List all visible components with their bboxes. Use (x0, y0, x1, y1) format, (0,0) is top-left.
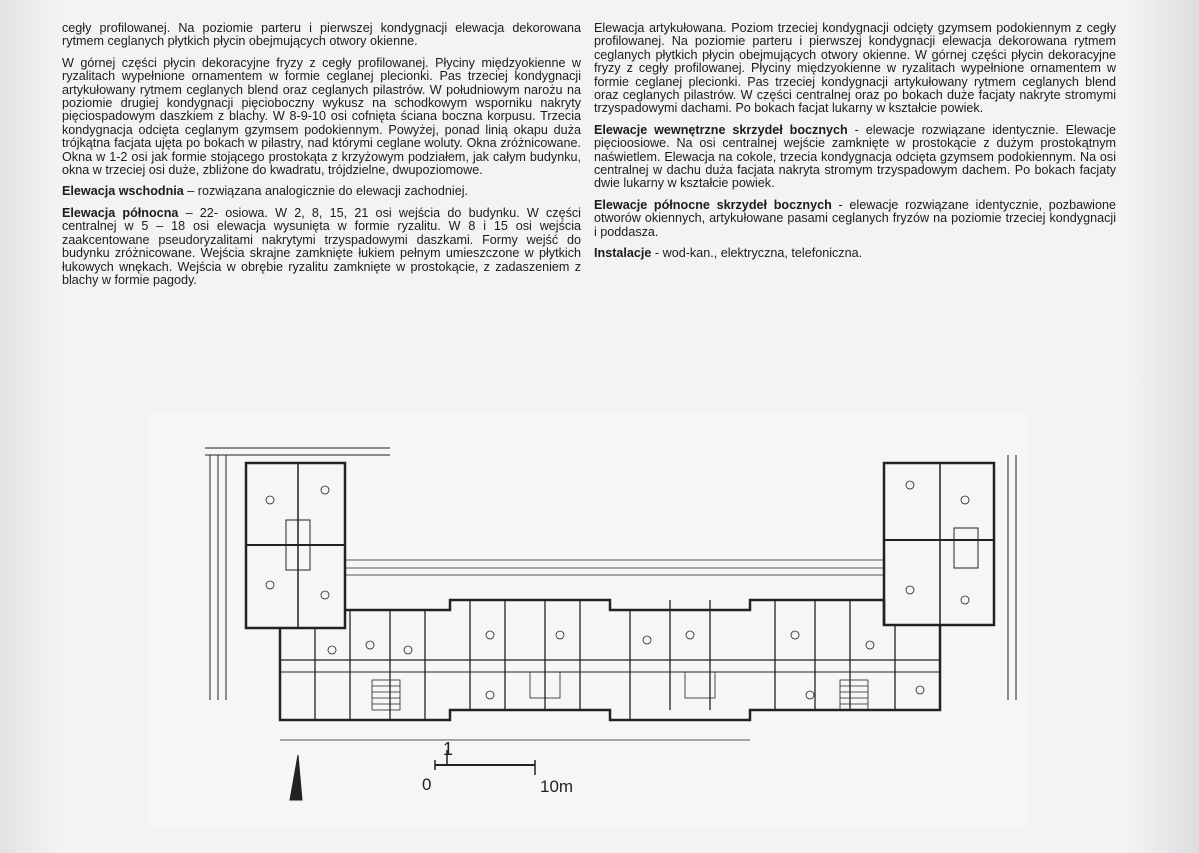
paragraph-east-elevation (62, 185, 581, 198)
floor-plan-drawing (150, 410, 1030, 830)
paragraph-north-wings (594, 199, 1116, 239)
section-body: - wod-kan., elektryczna, telefoniczna. (651, 246, 863, 261)
paragraph-inner-elevations (594, 124, 1116, 191)
scale-end-label: 10m (540, 777, 574, 796)
scale-start-label: 0 (422, 775, 432, 794)
section-heading: Instalacje (594, 246, 652, 261)
section-body: – rozwiązana analogicznie do elewacji zachodniej. (183, 184, 469, 199)
section-heading: Elewacje wewnętrzne skrzydeł bocznych (594, 122, 848, 137)
paragraph-north-elevation (62, 207, 581, 287)
section-heading: Elewacje północne skrzydeł bocznych (594, 197, 832, 212)
floor-plan-svg (150, 410, 1030, 830)
paragraph: W górnej części płycin dekoracyjne fryzy z cegły profilowanej. Płyciny międzyokienne w ryzalitach wypełnione ornamentem w formie ceglanej plecionki. Pas trzeciej kondygnacji artykułowany rytmem ceglanych blend oraz ceglanych pilastrów. W południowym narożu na poziomie drugiej kondygnacji pięcioboczny wykusz na schodkowym wsporniku nakryty pięciospadowym daszkiem z blachy. W 8-9-10 osi cofnięta ściana boczna korpusu. Trzecia kondygnacja odcięta ceglanym gzymsem podokiennym. Powyżej, ponad linią okapu duża trójkątna facjata ujęta po bokach w pilastry, nad którymi ceglane woluty. Okna zróżnicowane. Okna w 1-2 osi jak formie stojącego prostokąta z krzyżowym podziałem, jak całym budynku, okna w trzeciej osi duże, zbliżone do kwadratu, trójdzielne, dwupoziomowe. (62, 55, 581, 178)
paragraph: cegły profilowanej. Na poziomie parteru i pierwszej kondygnacji elewacja dekorowana rytmem ceglanych płytkich płycin obejmujących otwory okienne. (62, 21, 581, 49)
section-mark: 1 (443, 739, 454, 759)
section-heading: Elewacja północna (62, 205, 179, 220)
section-body: - elewacje rozwiązane identycznie. Elewacje pięcioosiowe. Na osi centralnej wejście zamknięte w prostokącie z dużym prostokątnym naświetlem. Elewacja na cokole, trzecia kondygnacja odcięta gzymsem podokiennym. Na osi centralnej w dachu duża facjata nakryta stromym trzyspadowym dachem. Po bokach facjaty dwie lukarny w kształcie powiek. (594, 122, 1116, 191)
section-body: – 22- osiowa. W 2, 8, 15, 21 osi wejścia do budynku. W części centralnej w 5 – 18 osi elewacja wysunięta w formie ryzalitu. W 8 i 15 osi wejścia zaakcentowane pseudoryzalitami nakrytymi trzyspadowymi daszkami. Formy wejść do budynku zróżnicowane. Wejścia skrajne zamknięte łukiem pełnym umieszczone w płytkich łukowych wnękach. Wejścia w obrębie ryzalitu zamknięte w prostokącie, z zadaszeniem z blachy w formie pagody. (62, 205, 581, 287)
north-arrow-icon (290, 755, 302, 800)
paragraph-installations (594, 247, 1116, 260)
paragraph: Elewacja artykułowana. Poziom trzeciej kondygnacji odcięty gzymsem podokiennym z cegły profilowanej. Na poziomie parteru i pierwszej kondygnacji elewacja dekorowana rytmem ceglanych płytkich płycin obejmujących otwory okienne. W górnej części płycin dekoracyjne fryzy z cegły profilowanej. Płyciny międzyokienne w ryzalitach wypełnione ornamentem w formie ceglanej plecionki. Pas trzeciej kondygnacji artykułowany rytmem ceglanych blend oraz ceglanych pilastrów. W części centralnej oraz po bokach duże facjaty nakryte stromymi trzyspadowymi dachami. Po bokach facjat lukarny w kształcie powiek. (594, 21, 1116, 116)
text-column-right (594, 22, 1116, 269)
section-body: - elewacje rozwiązane identycznie, pozbawione otworów okiennych, artykułowane pasami ceglanych fryzów na poziomie trzeciej kondygnacji i poddasza. (594, 197, 1116, 239)
text-column-left (62, 22, 581, 295)
section-heading: Elewacja wschodnia (62, 184, 184, 199)
